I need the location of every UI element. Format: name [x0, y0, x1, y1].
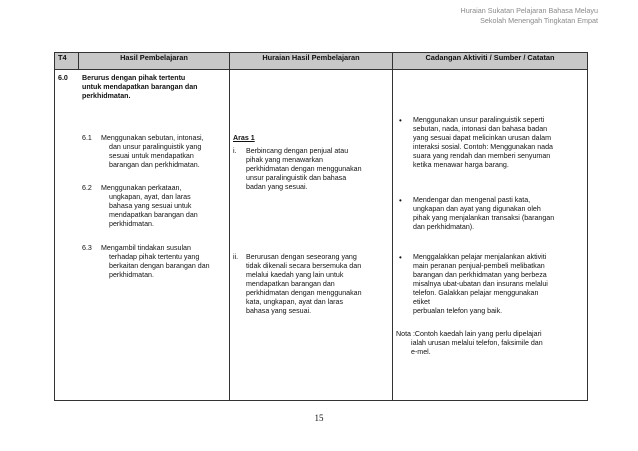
huraian-line: Berurusan dengan seseorang yang [246, 253, 357, 261]
note-line: e-mel. [411, 348, 431, 356]
huraian-line: perkhidmatan dengan menggunakan [246, 165, 362, 173]
huraian-line: perkhidmatan dengan menggunakan [246, 289, 362, 297]
activity-line: perbualan telefon yang baik. [413, 307, 503, 315]
outcome-line: perkhidmatan. [109, 220, 154, 228]
huraian-line: melalui kaedah yang lain untuk [246, 271, 344, 279]
section-title [82, 74, 198, 101]
huraian-i-text [246, 147, 362, 192]
activity-line: Menggunakan unsur paralinguistik seperti [413, 116, 545, 124]
page-number: 15 [314, 413, 324, 423]
note-text [396, 330, 543, 357]
outcome-6-2-number: 6.2 [82, 184, 92, 192]
huraian-line: mendapatkan barangan dan [246, 280, 335, 288]
activity-line: Mendengar dan mengenal pasti kata, [413, 196, 531, 204]
section-title-line: perkhidmatan. [82, 92, 131, 100]
outcome-line: perkhidmatan. [109, 271, 154, 279]
activity-line: interaksi sosial. Contoh: Menggunakan nada [413, 143, 553, 151]
outcome-6-1-number: 6.1 [82, 134, 92, 142]
bullet-icon: • [399, 253, 402, 262]
huraian-line: Berbincang dengan penjual atau [246, 147, 349, 155]
outcome-line: Menggunakan sebutan, intonasi, [101, 134, 204, 142]
cadangan-cell [393, 70, 588, 401]
activity-1-text [413, 116, 553, 170]
activity-line: telefon. Galakkan pelajar menggunakan [413, 289, 539, 297]
note-line: ialah urusan melalui telefon, faksimile dan [411, 339, 543, 347]
activity-line: pihak yang menjalankan transaksi (barangan [413, 214, 555, 222]
note-line: Nota :Contoh kaedah lain yang perlu dipelajari [396, 330, 542, 338]
outcome-6-1-text [101, 134, 204, 170]
huraian-line: pihak yang menawarkan [246, 156, 323, 164]
activity-line: barangan dan perkhidmatan yang berbeza [413, 271, 547, 279]
outcome-line: bahasa yang sesuai untuk [109, 202, 192, 210]
activity-line: etiket [413, 298, 430, 306]
outcome-line: dan unsur paralinguistik yang [109, 143, 202, 151]
activity-line: ungkapan dan ayat yang digunakan oleh [413, 205, 541, 213]
hasil-cell [55, 70, 230, 401]
bullet-icon: • [399, 196, 402, 205]
outcome-line: Mengambil tindakan susulan [101, 244, 191, 252]
outcome-line: barangan dan perkhidmatan. [109, 161, 200, 169]
outcome-line: berkaitan dengan barangan dan [109, 262, 210, 270]
huraian-line: badan yang sesuai. [246, 183, 308, 191]
huraian-line: kata, ungkapan, ayat dan laras [246, 298, 344, 306]
aras-label: Aras 1 [233, 134, 255, 142]
huraian-ii-number: ii. [233, 253, 239, 261]
page-header [461, 6, 598, 26]
activity-line: misalnya ubat-ubatan dan insurans melalui [413, 280, 548, 288]
activity-line: ketika menawar harga barang. [413, 161, 509, 169]
activity-line: sebutan, nada, intonasi dan bahasa badan [413, 125, 548, 133]
outcome-line: mendapatkan barangan dan [109, 211, 198, 219]
section-title-line: untuk mendapatkan barangan dan [82, 83, 198, 91]
activity-line: suara yang rendah dan memberi senyuman [413, 152, 551, 160]
activity-2-text [413, 196, 554, 232]
activity-line: Menggalakkan pelajar menjalankan aktiviti [413, 253, 547, 261]
outcome-line: terhadap pihak tertentu yang [109, 253, 200, 261]
huraian-cell [230, 70, 393, 401]
huraian-line: bahasa yang sesuai. [246, 307, 312, 315]
col-header-t4: T4 [55, 53, 79, 70]
table-header-row [55, 53, 588, 70]
outcome-6-3-text [101, 244, 210, 280]
header-line-1: Huraian Sukatan Pelajaran Bahasa Melayu [460, 6, 598, 15]
activity-line: yang sesuai dapat melicinkan urusan dalam [413, 134, 552, 142]
huraian-i-number: i. [233, 147, 237, 155]
outcome-line: Menggunakan perkataan, [101, 184, 182, 192]
bullet-icon: • [399, 116, 402, 125]
header-line-2: Sekolah Menengah Tingkatan Empat [480, 16, 598, 25]
col-header-cadangan: Cadangan Aktiviti / Sumber / Catatan [393, 53, 588, 70]
activity-line: main peranan penjual-pembeli melibatkan [413, 262, 545, 270]
section-number: 6.0 [58, 74, 68, 82]
section-title-line: Berurus dengan pihak tertentu [82, 74, 186, 82]
huraian-line: tidak dikenali secara bersemuka dan [246, 262, 362, 270]
activity-line: dan perkhidmatan). [413, 223, 475, 231]
outcome-line: ungkapan, ayat, dan laras [109, 193, 191, 201]
huraian-ii-text [246, 253, 362, 316]
outcome-6-2-text [101, 184, 198, 229]
col-header-hasil: Hasil Pembelajaran [79, 53, 230, 70]
activity-3-text [413, 253, 548, 316]
huraian-line: unsur paralinguistik dan bahasa [246, 174, 347, 182]
syllabus-table [54, 52, 588, 401]
outcome-6-3-number: 6.3 [82, 244, 92, 252]
col-header-huraian: Huraian Hasil Pembelajaran [230, 53, 393, 70]
table-row [55, 70, 588, 401]
outcome-line: sesuai untuk mendapatkan [109, 152, 194, 160]
